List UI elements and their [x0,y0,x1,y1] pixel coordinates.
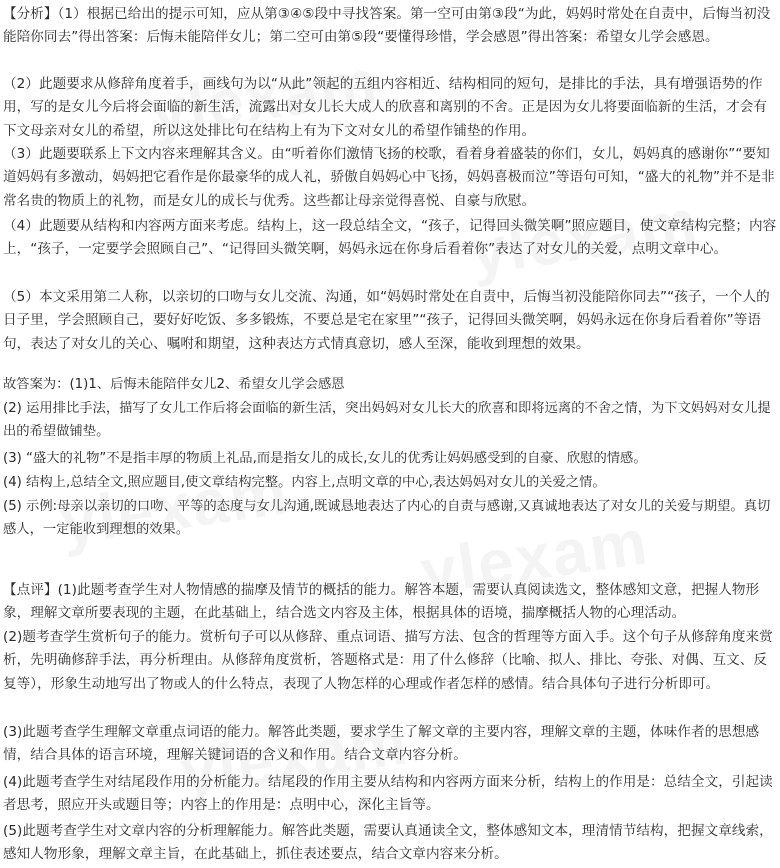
comment-paragraph-2: (2)题考查学生赏析句子的能力。赏析句子可以从修辞、重点词语、描写方法、包含的哲理等方面入手。这个句子从修辞角度来赏析，先明确修辞手法，再分析理由。从修辞角度赏析，答题格式是：用了什么修辞（比喻、拟人、排比、夸张、对偶、互文、反复等），形象生动地写出了物或人的什么特点，表现了人物怎样的心理或作者怎样的感情。结合具体句子进行分析即可。 [3,629,773,692]
answer-line-2: (2) 运用排比手法，描写了女儿工作后将会面临的新生活，突出妈妈对女儿长大的欣喜和即将远离的不舍之情，为下文妈妈对女儿提出的希望做铺垫。 [3,401,771,440]
analysis-paragraph-1: 【分析】（1）根据已给出的提示可知，应从第③④⑤段中寻找答案。第一空可由第③段“为此，妈妈时常处在自责中，后悔当初没能陪你同去”得出答案：后悔未能陪伴女儿；第二空可由第⑤段“要懂得珍惜，学会感恩”得出答案：希望女儿学会感恩。 [3,6,771,46]
answer-line-4: (4) 结构上,总结全文,照应题目,使文章结构完整。内容上,点明文章的中心,表达妈妈对女儿的关爱之情。 [3,475,606,490]
comment-paragraph-5: (5)此题考查学生对文章内容的分析理解能力。解答此类题，需要认真通读全文，整体感知文本，理清情节结构，把握文章线索，感知人物形象，理解文章主旨，在此基础上，抓住表述要点，结合文章内容来分析。 [3,823,773,863]
comment-paragraph-1: 【点评】(1)此题考查学生对人物情感的揣摩及情节的概括的能力。解答本题，需要认真阅读选文，整体感知文意，把握人物形象，理解文章所要表现的主题，在此基础上，结合选文内容及主体，根据具体的语境，揣摩概括人物的心理活动。 [3,582,760,622]
analysis-paragraph-5: （5）本文采用第二人称，以亲切的口吻与女儿交流、沟通，如“妈妈时常处在自责中，后悔当初没能陪你同去”“孩子，一个人的日子里，学会照顾自己，要好好吃饭、多多锻炼，不要总是宅在家里”“孩子，记得回头微笑啊，妈妈永远在你身后看着你”等语句，表达了对女儿的关心、嘱咐和期望，这种表达方式情真意切，感人至深，能收到理想的效果。 [3,289,770,352]
analysis-paragraph-4: （4）此题要从结构和内容两方面来考虑。结构上，这一段总结全文，“孩子，记得回头微笑啊”照应题目，使文章结构完整；内容上，“孩子，一定要学会照顾自己”、“记得回头微笑啊，妈妈永远在你身后看着你”表达了对女儿的关爱，点明文章中心。 [3,218,777,258]
analysis-paragraph-2: （2）此题要求从修辞角度着手，画线句为以“从此”领起的五组内容相近、结构相同的短句，是排比的手法，具有增强语势的作用，写的是女儿今后将会面临的新生活，流露出对女儿长大成人的欣喜和离别的不舍。正是因为女儿将要面临新的生活，才会有下文母亲对女儿的希望，所以这处排比句在结构上有为下文对女儿的希望作铺垫的作用。 [3,76,768,139]
comment-paragraph-4: (4)此题考查学生对结尾段作用的分析能力。结尾段的作用主要从结构和内容两方面来分析，结构上的作用是：总结全文，引起读者思考，照应开头或题目等；内容上的作用是：点明中心，深化主旨等。 [3,774,773,814]
answer-line-1: 故答案为：(1)1、后悔未能陪伴女儿2、希望女儿学会感恩 [3,377,345,392]
answer-line-5: (5) 示例:母亲以亲切的口吻、平等的态度与女儿沟通,既诚恳地表达了内心的自责与感谢,又真诚地表达了对女儿的关爱与期望。真切感人，一定能收到理想的效果。 [3,499,771,538]
comment-paragraph-3: (3)此题考查学生理解文章重点词语的能力。解答此类题，要求学生了解文章的主要内容，理解文章的主题，体味作者的思想感情，结合具体的语言环境，理解关键词语的含义和作用。结合文章内容分析。 [3,724,760,764]
analysis-paragraph-3: （3）此题要联系上下文内容来理解其含义。由“听着你们激情飞扬的校歌，看着身着盛装的你们，女儿，妈妈真的感谢你”“要知道妈妈有多激动，妈妈把它看作是你最豪华的成人礼，骄傲自妈妈心中飞扬，妈妈喜极而泣”等语句可知，“盛大的礼物”并不是非常名贵的物质上的礼物，而是女儿的成长与优秀。这些都让母亲觉得喜悦、自豪与欣慰。 [3,146,775,209]
answer-line-3: (3) “盛大的礼物”不是指丰厚的物质上礼品,而是指女儿的成长,女儿的优秀让妈妈感受到的自豪、欣慰的情感。 [3,451,647,466]
